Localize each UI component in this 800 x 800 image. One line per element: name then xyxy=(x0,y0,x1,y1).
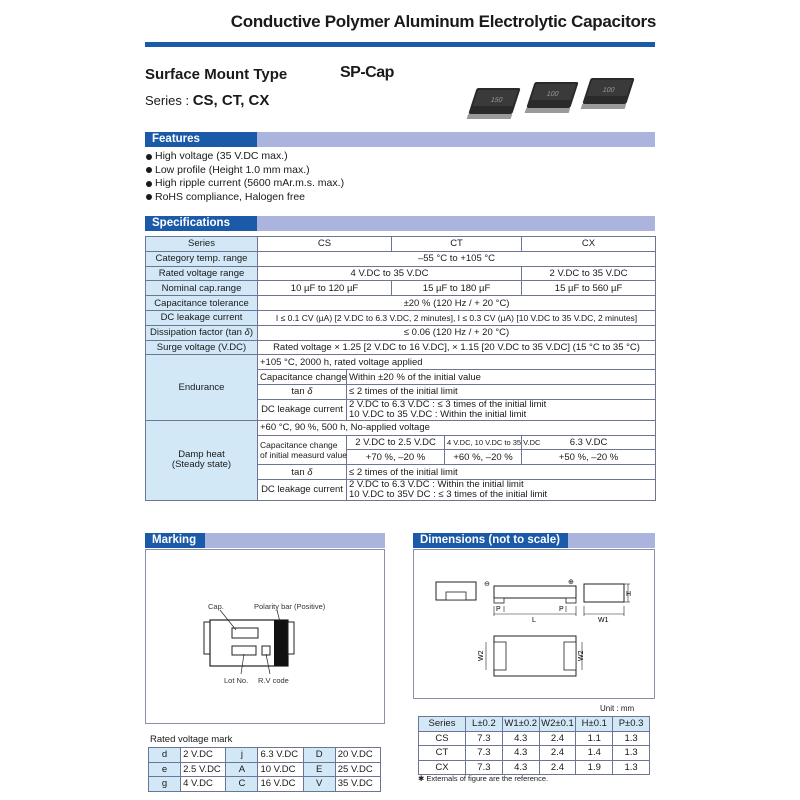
spec-value: 4 V.DC to 35 V.DC xyxy=(258,266,522,281)
dim-cell: 1.4 xyxy=(576,746,613,761)
unit-label: Unit : mm xyxy=(600,704,635,713)
spec-value: ≤ 0.06 (120 Hz / + 20 °C) xyxy=(258,325,656,340)
dim-cell: 7.3 xyxy=(466,731,503,746)
dimensions-diagram xyxy=(414,550,654,698)
voltage-value: 16 V.DC xyxy=(258,777,303,792)
spec-label xyxy=(146,325,258,340)
specifications-bar xyxy=(145,216,655,231)
capacitor-photo xyxy=(468,70,648,120)
w1-label: W1 xyxy=(598,617,609,624)
table-row xyxy=(149,762,381,777)
table-row xyxy=(149,748,381,763)
brand-logo: SP-Cap xyxy=(340,64,394,81)
capacitor-1-mark: 150 xyxy=(489,96,504,104)
series-cell: CX xyxy=(419,760,466,775)
dim-cell: 4.3 xyxy=(502,746,539,761)
voltage-code: E xyxy=(303,762,335,777)
cap-label: Cap. xyxy=(208,602,224,611)
damp-leak-label: DC leakage current xyxy=(258,479,347,500)
series-prefix: Series : xyxy=(145,93,193,108)
endurance-condition-row xyxy=(146,355,656,370)
series-line xyxy=(145,92,269,109)
damp-range: 6.3 V.DC xyxy=(522,435,656,450)
dim-cell: 1.3 xyxy=(613,731,650,746)
endurance-leak-line1: 2 V.DC to 6.3 V.DC : ≤ 3 times of the initial limit xyxy=(347,399,656,410)
spec-label: Capacitance tolerance xyxy=(146,296,258,311)
voltage-value: 2.5 V.DC xyxy=(181,762,226,777)
spec-value: –55 °C to +105 °C xyxy=(258,251,656,266)
features-bar xyxy=(145,132,655,147)
dim-cell: 4.3 xyxy=(502,760,539,775)
capacitor-3-mark: 100 xyxy=(601,86,616,94)
spec-value: Rated voltage × 1.25 [2 V.DC to 16 V.DC], × 1.15 [20 V.DC to 35 V.DC] (15 °C to 35 °C) xyxy=(258,340,656,355)
plus-terminal-label: ⊕ xyxy=(568,579,574,586)
spec-label: Rated voltage range xyxy=(146,266,258,281)
table-row xyxy=(419,731,650,746)
damp-range: 2 V.DC to 2.5 V.DC xyxy=(347,435,445,450)
voltage-value: 2 V.DC xyxy=(181,748,226,763)
spec-value: 2 V.DC to 35 V.DC xyxy=(522,266,656,281)
capacitor-2 xyxy=(525,82,579,113)
damp-cap-change-line2: of initial measurd value xyxy=(260,449,347,460)
spec-row-category-temp xyxy=(146,251,656,266)
column-header: H±0.1 xyxy=(576,717,613,732)
damp-heat-label-line1: Damp heat xyxy=(178,449,225,461)
damp-change: +50 %, –20 % xyxy=(522,450,656,465)
column-header: L±0.2 xyxy=(466,717,503,732)
tan-text: tan xyxy=(291,466,308,478)
damp-change: +70 %, –20 % xyxy=(347,450,445,465)
damp-cap-change-line1: Capacitance change xyxy=(260,439,338,450)
lot-label: Lot No. xyxy=(224,676,249,685)
dimensions-heading: Dimensions (not to scale) xyxy=(413,533,568,548)
damp-heat-label-line2: (Steady state) xyxy=(171,459,232,471)
damp-leak-line2: 10 V.DC to 35V DC : ≤ 3 times of the initial limit xyxy=(347,490,656,501)
delta-symbol: δ xyxy=(244,327,250,339)
spec-row-nominal-cap xyxy=(146,281,656,296)
dim-cell: 2.4 xyxy=(539,760,576,775)
voltage-value: 4 V.DC xyxy=(181,777,226,792)
damp-tan-label xyxy=(258,465,347,480)
endurance-tan-label xyxy=(258,384,347,399)
spec-header-row xyxy=(146,237,656,252)
marking-bar xyxy=(145,533,385,548)
delta-symbol: δ xyxy=(307,386,313,398)
dimensions-panel xyxy=(413,549,655,699)
rv-code-label: R.V code xyxy=(258,676,289,685)
dim-cell: 1.3 xyxy=(613,760,650,775)
spec-header-cs: CS xyxy=(258,237,392,252)
voltage-value: 6.3 V.DC xyxy=(258,748,303,763)
column-header: Series xyxy=(419,717,466,732)
spec-row-cap-tolerance xyxy=(146,296,656,311)
damp-range: 4 V.DC, 10 V.DC to 35 V.DC xyxy=(445,435,522,450)
dim-cell: 2.4 xyxy=(539,731,576,746)
dim-cell: 4.3 xyxy=(502,731,539,746)
spec-header-series: Series xyxy=(146,237,258,252)
rated-voltage-caption: Rated voltage mark xyxy=(150,734,233,745)
feature-item: RoHS compliance, Halogen free xyxy=(146,191,344,205)
feature-item: Low profile (Height 1.0 mm max.) xyxy=(146,164,344,178)
dim-cell: 2.4 xyxy=(539,746,576,761)
feature-item: High voltage (35 V.DC max.) xyxy=(146,150,344,164)
dissipation-label-text: Dissipation factor (tan xyxy=(150,327,245,339)
spec-label: Category temp. range xyxy=(146,251,258,266)
voltage-code: C xyxy=(226,777,258,792)
spec-row-dc-leakage xyxy=(146,310,656,325)
table-header-row xyxy=(419,717,650,732)
voltage-value: 20 V.DC xyxy=(335,748,380,763)
column-header: P±0.3 xyxy=(613,717,650,732)
features-heading: Features xyxy=(145,132,257,147)
dim-cell: 1.3 xyxy=(613,746,650,761)
spec-label: Nominal cap.range xyxy=(146,281,258,296)
spec-row-rated-voltage xyxy=(146,266,656,281)
marking-heading: Marking xyxy=(145,533,205,548)
reference-note: ✱ Externals of figure are the reference. xyxy=(418,774,549,783)
spec-label: DC leakage current xyxy=(146,310,258,325)
capacitor-2-mark: 100 xyxy=(545,90,560,98)
endurance-label: Endurance xyxy=(146,355,258,420)
document-title: Conductive Polymer Aluminum Electrolytic Capacitors xyxy=(230,12,656,31)
spec-value: 15 µF to 560 µF xyxy=(522,281,656,296)
features-list xyxy=(146,150,344,204)
feature-item: High ripple current (5600 mAr.m.s. max.) xyxy=(146,177,344,191)
marking-panel xyxy=(145,549,385,724)
series-cell: CT xyxy=(419,746,466,761)
table-row xyxy=(419,760,650,775)
endurance-leak-line2: 10 V.DC to 35 V.DC : Within the initial limit xyxy=(347,410,656,421)
column-header: W1±0.2 xyxy=(502,717,539,732)
dim-cell: 7.3 xyxy=(466,746,503,761)
series-names: CS, CT, CX xyxy=(192,92,270,109)
title-rule xyxy=(145,42,655,47)
w2-label: W2 xyxy=(478,650,485,661)
p-label: P xyxy=(559,606,564,613)
specifications-table xyxy=(145,236,656,501)
voltage-code: e xyxy=(149,762,181,777)
series-cell: CS xyxy=(419,731,466,746)
specifications-heading: Specifications xyxy=(145,216,257,231)
minus-terminal-label: ⊖ xyxy=(484,581,490,588)
dim-cell: 1.9 xyxy=(576,760,613,775)
voltage-code: D xyxy=(303,748,335,763)
spec-header-ct: CT xyxy=(392,237,522,252)
polarity-label: Polarity bar (Positive) xyxy=(254,602,326,611)
damp-tan-value: ≤ 2 times of the initial limit xyxy=(347,465,656,480)
spec-row-surge xyxy=(146,340,656,355)
damp-condition: +60 °C, 90 %, 500 h, No-applied voltage xyxy=(258,420,656,435)
spec-value: I ≤ 0.1 CV (µA) [2 V.DC to 6.3 V.DC, 2 minutes], I ≤ 0.3 CV (µA) [10 V.DC to 35 V.DC, 2 minutes] xyxy=(258,310,656,325)
rated-voltage-table xyxy=(148,747,381,792)
marking-diagram xyxy=(146,550,384,723)
endurance-tan-value: ≤ 2 times of the initial limit xyxy=(347,384,656,399)
spec-label: Surge voltage (V.DC) xyxy=(146,340,258,355)
damp-cap-change-label xyxy=(258,435,347,465)
damp-heat-label xyxy=(146,420,258,500)
l-label: L xyxy=(532,617,536,624)
voltage-code: g xyxy=(149,777,181,792)
mount-type-heading: Surface Mount Type xyxy=(145,66,288,83)
h-label: H xyxy=(626,591,632,598)
endurance-condition: +105 °C, 2000 h, rated voltage applied xyxy=(258,355,656,370)
voltage-code: A xyxy=(226,762,258,777)
table-row xyxy=(149,777,381,792)
spec-value: 10 µF to 120 µF xyxy=(258,281,392,296)
spec-value: 15 µF to 180 µF xyxy=(392,281,522,296)
dissipation-label-suffix: ) xyxy=(249,327,253,339)
damp-change: +60 %, –20 % xyxy=(445,450,522,465)
table-row xyxy=(419,746,650,761)
tan-text: tan xyxy=(291,386,308,398)
w2-label: W2 xyxy=(578,650,585,661)
spec-value: ±20 % (120 Hz / + 20 °C) xyxy=(258,296,656,311)
spec-header-cx: CX xyxy=(522,237,656,252)
dim-cell: 7.3 xyxy=(466,760,503,775)
p-label: P xyxy=(496,606,501,613)
voltage-code: V xyxy=(303,777,335,792)
endurance-cap-change-value: Within ±20 % of the initial value xyxy=(347,370,656,385)
column-header: W2±0.1 xyxy=(539,717,576,732)
spec-row-dissipation xyxy=(146,325,656,340)
damp-condition-row xyxy=(146,420,656,435)
dimensions-bar xyxy=(413,533,655,548)
dimensions-table xyxy=(418,716,650,775)
endurance-leak-label: DC leakage current xyxy=(258,399,347,420)
voltage-value: 35 V.DC xyxy=(335,777,380,792)
voltage-value: 10 V.DC xyxy=(258,762,303,777)
delta-symbol: δ xyxy=(307,466,313,478)
voltage-value: 25 V.DC xyxy=(335,762,380,777)
voltage-code: j xyxy=(226,748,258,763)
capacitor-1 xyxy=(467,88,521,119)
capacitor-3 xyxy=(581,78,635,109)
damp-leak-line1: 2 V.DC to 6.3 V.DC : Within the initial limit xyxy=(347,479,656,490)
dim-cell: 1.1 xyxy=(576,731,613,746)
endurance-cap-change-label: Capacitance change xyxy=(258,370,347,385)
voltage-code: d xyxy=(149,748,181,763)
